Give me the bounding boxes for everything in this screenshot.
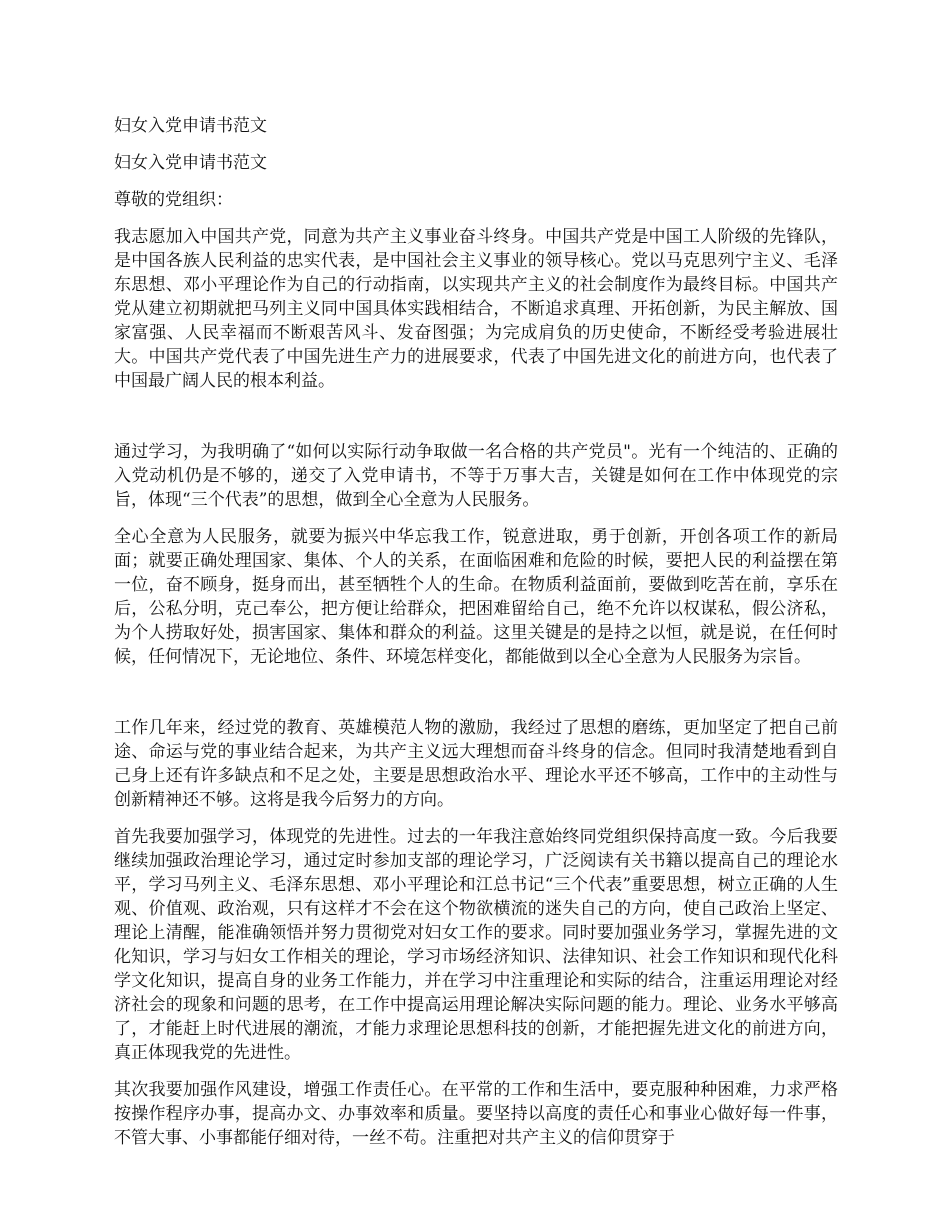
salutation: 尊敬的党组织： (114, 190, 233, 210)
paragraph-6: 其次我要加强作风建设，增强工作责任心。在平常的工作和生活中，要克服种种困难，力求严格按操作程序办事，提高办文、办事效率和质量。要坚持以高度的责任心和事业心做好每一件事，不管大事、小事都能仔细对待，一丝不苟。注重把对共产主义的信仰贯穿于 (114, 1080, 838, 1148)
paragraph-gap (114, 682, 838, 716)
document-subtitle: 妇女入党申请书范文 (114, 153, 267, 173)
paragraph-gap (114, 406, 838, 440)
document-title: 妇女入党申请书范文 (114, 116, 267, 136)
paragraph-1: 我志愿加入中国共产党，同意为共产主义事业奋斗终身。中国共产党是中国工人阶级的先锋队，是中国各族人民利益的忠实代表，是中国社会主义事业的领导核心。党以马克思列宁主义、毛泽东思想、邓小平理论作为自己的行动指南，以实现共产主义的社会制度作为最终目标。中国共产党从建立初期就把马列主义同中国具体实践相结合，不断追求真理、开拓创新，为民主解放、国家富强、人民幸福而不断艰苦风斗、发奋图强；为完成肩负的历史使命，不断经受考验进展壮大。中国共产党代表了中国先进生产力的进展要求，代表了中国先进文化的前进方向，也代表了中国最广阔人民的根本利益。 (114, 227, 838, 391)
paragraph-3: 全心全意为人民服务，就要为振兴中华忘我工作，锐意进取，勇于创新，开创各项工作的新局面；就要正确处理国家、集体、个人的关系，在面临困难和危险的时候，要把人民的利益摆在第一位，奋不顾身，挺身而出，甚至牺牲个人的生命。在物质利益面前，要做到吃苦在前，享乐在后，公私分明，克己奉公，把方便让给群众，把困难留给自己，绝不允许以权谋私，假公济私，为个人捞取好处，损害国家、集体和群众的利益。这里关键是的是持之以恒，就是说，在任何时候，任何情况下，无论地位、条件、环境怎样变化，都能做到以全心全意为人民服务为宗旨。 (114, 527, 838, 667)
paragraph-2: 通过学习，为我明确了“如何以实际行动争取做一名合格的共产党员"。光有一个纯洁的、正确的入党动机仍是不够的，递交了入党申请书，不等于万事大吉，关键是如何在工作中体现党的宗旨，体现“三个代表”的思想，做到全心全意为人民服务。 (114, 442, 838, 510)
paragraph-5: 首先我要加强学习，体现党的先进性。过去的一年我注意始终同党组织保持高度一致。今后我要继续加强政治理论学习，通过定时参加支部的理论学习，广泛阅读有关书籍以提高自己的理论水平，学习马列主义、毛泽东思想、邓小平理论和江总书记“三个代表”重要思想，树立正确的人生观、价值观、政治观，只有这样才不会在这个物欲横流的迷失自己的方向，使自己政治上坚定、理论上清醒，能准确领悟并努力贯彻党对妇女工作的要求。同时要加强业务学习，掌握先进的文化知识，学习与妇女工作相关的理论，学习市场经济知识、法律知识、社会工作知识和现代化科学文化知识，提高自身的业务工作能力，并在学习中注重理论和实际的结合，注重运用理论对经济社会的现象和问题的思考，在工作中提高运用理论解决实际问题的能力。理论、业务水平够高了，才能赶上时代进展的潮流，才能力求理论思想科技的创新，才能把握先进文化的前进方向，真正体现我党的先进性。 (114, 827, 838, 1063)
document-page (114, 114, 838, 1163)
paragraph-4: 工作几年来，经过党的教育、英雄模范人物的激励，我经过了思想的磨练，更加坚定了把自己前途、命运与党的事业结合起来，为共产主义远大理想而奋斗终身的信念。但同时我清楚地看到自己身上还有许多缺点和不足之处，主要是思想政治水平、理论水平还不够高，工作中的主动性与创新精神还不够。这将是我今后努力的方向。 (114, 718, 838, 810)
